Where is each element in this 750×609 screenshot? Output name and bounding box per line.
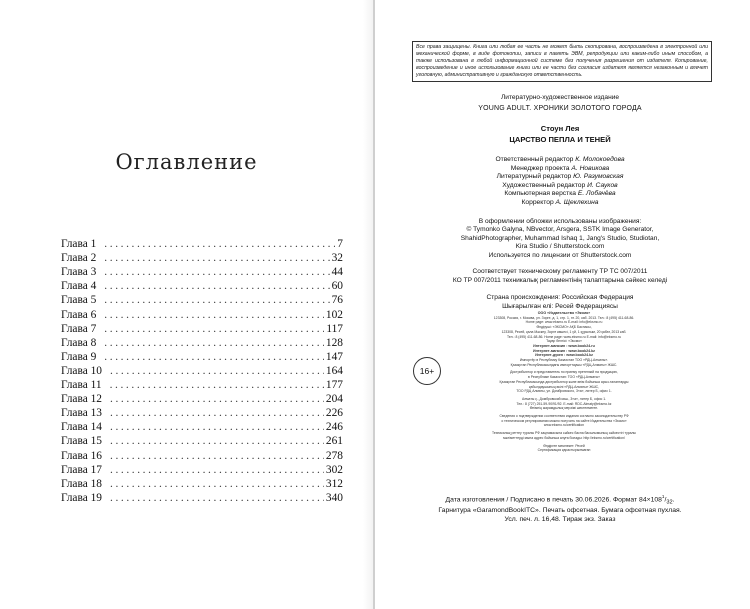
credit-role: Литературный редактор (496, 173, 572, 181)
printing-text: Усл. печ. л. 16,48. Тираж экз. Заказ (504, 516, 616, 524)
small-print-line: Интернет-магазин : www.book24.kz (533, 348, 595, 353)
toc-entry (61, 420, 343, 434)
toc-entry (61, 491, 343, 505)
publisher-small-print (454, 311, 674, 453)
toc-entry-page: 102 (325, 308, 343, 321)
credit-line (388, 190, 732, 199)
toc-entry-page: 278 (325, 449, 343, 462)
toc-dot-leader (110, 450, 324, 463)
small-print-line: Импортёр в Республику Казахстан ТОО «РДЦ-Алматы». (519, 358, 609, 363)
toc-entry-label: Глава 4 (61, 280, 97, 293)
toc-dot-leader (110, 492, 324, 505)
credit-person: Е. Лобачёва (577, 190, 616, 198)
small-print-line: Қазақстан Республикасында дистрибьютор және өнім бойынша арыз-талаптарды (499, 379, 629, 384)
printing-info (388, 493, 732, 525)
small-print-line: қабылдаушының өкілі «РДЦ-Алматы» ЖШС, (528, 384, 599, 389)
cover-credit-line: В оформлении обложки использованы изображения: (478, 218, 642, 225)
toc-list (61, 237, 343, 505)
small-print-line: мәліметтерді мына адрес бойынша алуға болады: http://eksmo.ru/certification/ (503, 435, 625, 440)
toc-entry (61, 378, 343, 392)
toc-dot-leader (104, 280, 329, 293)
credit-person: А. Новикова (571, 164, 610, 172)
credit-role: Ответственный редактор (495, 156, 574, 163)
small-print-line: www.eksmo.ru/certification (543, 423, 585, 428)
toc-dot-leader (104, 252, 329, 265)
toc-entry-page: 226 (325, 407, 343, 420)
regulation-notice (388, 268, 732, 285)
small-print-line: Тел.: 8 (727) 251-59-90/91/92. E-mail: RDC-Almaty@eksmo.kz (516, 401, 612, 406)
toc-entry-page: 177 (325, 379, 343, 392)
printing-text: Дата изготовления / Подписано в печать 30.06.2026. Формат 84×108 (445, 496, 662, 504)
small-print-line: 123308, Ресей, қала Мәскеу, Зорге көшесі, 1 үй, 1 құрылым, 20 қабат, 2013 каб. (501, 329, 627, 334)
origin-line: Шығарылған елі: Ресей Федерациясы (502, 302, 618, 310)
small-print-line: Интернет-магазин : www.book24.ru (533, 343, 595, 348)
toc-entry-label: Глава 16 (61, 449, 102, 462)
small-print-line: в Республике Казахстан: ТОО «РДЦ-Алматы» (527, 375, 601, 380)
printing-text-end: . (672, 496, 675, 504)
toc-entry (61, 392, 343, 406)
printing-text: Гарнитура «GaramondBookITC». Печать офсетная. Бумага офсетная пухлая. (438, 507, 682, 515)
small-print-line: Сведения о подтверждении соответствия издания согласно законодательству РФ (499, 414, 629, 419)
country-of-origin (388, 294, 732, 311)
toc-entry-page: 246 (325, 421, 343, 434)
toc-entry-page: 340 (325, 491, 343, 504)
credit-person: А. Щеклехина (555, 198, 599, 206)
small-print-line: 123308, Россия, г. Москва, ул. Зорге, д. 1, стр. 1, эт. 20, каб. 2013. Тел.: 8 (495) 411-68-86. (493, 315, 635, 320)
toc-entry-page: 60 (331, 280, 343, 293)
toc-entry-label: Глава 13 (61, 407, 102, 420)
toc-entry (61, 265, 343, 279)
small-print-line: Тел.: 8 (495) 411-68-86. Home page: www.eksmo.ru E-mail: info@eksmo.ru (507, 334, 621, 339)
toc-dot-leader (104, 294, 329, 307)
toc-entry-page: 204 (325, 393, 343, 406)
age-rating-badge: 16+ (413, 357, 441, 385)
format-numerator: 1 (661, 494, 665, 499)
credit-role: Художественный редактор (502, 181, 586, 189)
toc-entry (61, 406, 343, 420)
toc-entry-label: Глава 15 (61, 435, 102, 448)
toc-entry-label: Глава 18 (61, 477, 102, 490)
small-print-line: Өнімнің жарамдылық мерзімі шектелмеген. (529, 406, 599, 411)
toc-entry-label: Глава 2 (61, 252, 97, 265)
toc-entry-page: 76 (331, 294, 343, 307)
credits-list (388, 156, 732, 208)
small-print-line: Қазақстан Республикасындағы импорттаушы «РДЦ-Алматы» ЖШС. (510, 362, 618, 367)
cover-credit-line: Используется по лицензии от Shutterstock.com (488, 251, 632, 259)
toc-entry (61, 364, 343, 378)
credit-role: Менеджер проекта (510, 164, 570, 172)
toc-dot-leader (104, 323, 324, 336)
cover-credit-line: © Tymonko Galyna, NBvector, Arsgera, SSTK Image Generator, (466, 226, 654, 234)
credit-person: Ю. Разумовская (573, 173, 624, 181)
toc-dot-leader (110, 435, 324, 448)
small-print-line: Home page: www.eksmo.ru E-mail: info@eksmo.ru (525, 320, 603, 325)
printing-line (388, 493, 732, 507)
small-print-line: Техникалық реттеу туралы РФ заңнамасына сәйкес баспа басылымының сәйкестігі туралы (492, 431, 636, 436)
small-print-line: Алматы қ., Домбровский көш., 3«а», литер Б, офис 1. (521, 396, 607, 401)
printing-line (388, 507, 732, 516)
toc-dot-leader (110, 421, 324, 434)
series-name: YOUNG ADULT. ХРОНИКИ ЗОЛОТОГО ГОРОДА (478, 105, 642, 112)
series-kind: Литературно-художественное издание (500, 94, 620, 101)
credit-role: Компьютерная верстка (504, 190, 576, 198)
small-print-line: Өндіруші: «ЭКСМО» АҚБ Баспасы, (536, 325, 592, 330)
credit-person: К. Молокоедова (575, 156, 625, 163)
toc-entry-label: Глава 14 (61, 421, 102, 434)
toc-entry-page: 302 (325, 463, 343, 476)
toc-entry (61, 322, 343, 336)
small-print-line: Дистрибьютор и представитель по приему претензий на продукцию, (510, 370, 618, 375)
toc-entry-page: 147 (325, 350, 343, 363)
toc-entry-label: Глава 9 (61, 350, 97, 363)
toc-entry-page: 128 (325, 336, 343, 349)
cover-credit-line: Kira Studio / Shutterstock.com (515, 243, 605, 251)
small-print-line: Тауар белгісі: «Эксмо» (546, 339, 582, 344)
toc-dot-leader (104, 238, 335, 251)
small-print-line: о техническом регулировании можно получить на сайте Издательства «Эксмо» (501, 418, 627, 423)
toc-dot-leader (110, 407, 324, 420)
toc-entry-label: Глава 19 (61, 491, 102, 504)
toc-entry-label: Глава 6 (61, 308, 97, 321)
book-gutter (373, 0, 375, 609)
regulation-line: Соответствует техническому регламенту ТР ТС 007/2011 (472, 268, 648, 275)
toc-entry-label: Глава 5 (61, 294, 97, 307)
credit-line (388, 173, 732, 182)
toc-entry-label: Глава 1 (61, 238, 97, 251)
cover-credits (388, 218, 732, 260)
toc-entry-label: Глава 8 (61, 336, 97, 349)
small-print-line: ТОО РДЦ Алматы, ул. Домбровского, 3«а», литер Б, офис 1. (516, 389, 612, 394)
toc-entry-page: 32 (331, 252, 343, 265)
toc-dot-leader (110, 478, 324, 491)
toc-entry (61, 463, 343, 477)
format-denominator: 32 (666, 499, 673, 506)
toc-dot-leader (110, 464, 324, 477)
toc-entry-page: 44 (331, 266, 343, 279)
toc-entry (61, 350, 343, 364)
toc-entry-page: 261 (325, 435, 343, 448)
credit-line (388, 199, 732, 208)
origin-line: Страна происхождения: Российская Федерация (486, 294, 634, 301)
toc-entry (61, 336, 343, 350)
toc-entry-label: Глава 7 (61, 322, 97, 335)
printing-line (388, 516, 732, 525)
regulation-line: КО ТР 007/2011 техникалық регламентінің талаптарына сәйкес келеді (452, 276, 668, 284)
toc-dot-leader (110, 393, 324, 406)
cover-credit-line: ShahidPhotographer, Muhammad Ishaq 1, Jang's Studio, Studiotan, (460, 234, 660, 242)
toc-dot-leader (104, 351, 324, 364)
toc-entry (61, 251, 343, 265)
credit-role: Корректор (521, 198, 554, 206)
credit-person: И. Сауков (587, 181, 618, 189)
toc-entry (61, 477, 343, 491)
small-print-line: Интернет-дүкен : www.book24.kz (535, 353, 593, 358)
book-title: ЦАРСТВО ПЕПЛА И ТЕНЕЙ (509, 135, 611, 144)
toc-dot-leader (110, 379, 324, 392)
toc-entry-label: Глава 12 (61, 393, 102, 406)
credit-line (388, 156, 732, 165)
credit-line (388, 165, 732, 174)
toc-entry-label: Глава 10 (61, 364, 102, 377)
toc-entry (61, 307, 343, 321)
toc-dot-leader (104, 337, 324, 350)
gutter-shadow (363, 0, 373, 609)
toc-dot-leader (104, 266, 329, 279)
format-slash: / (664, 496, 667, 504)
small-print-line: Сертификация қарастырылмаған (537, 448, 591, 453)
toc-entry-page: 7 (337, 238, 343, 251)
small-print-line: Өндірген мемлекет: Ресей (543, 443, 585, 448)
toc-title: Оглавление (115, 150, 258, 174)
small-print-line: ООО «Издательство «Эксмо» (537, 311, 591, 315)
toc-entry (61, 279, 343, 293)
toc-dot-leader (110, 365, 324, 378)
toc-dot-leader (104, 309, 324, 322)
toc-entry (61, 237, 343, 251)
toc-entry-label: Глава 11 (61, 379, 102, 392)
author-name: Стоун Лея (540, 124, 580, 133)
toc-entry-page: 117 (326, 322, 343, 335)
toc-entry (61, 448, 343, 462)
toc-entry-page: 164 (325, 364, 343, 377)
toc-entry-page: 312 (325, 477, 343, 490)
toc-entry-label: Глава 3 (61, 266, 97, 279)
toc-entry (61, 293, 343, 307)
rights-notice: Все права защищены. Книга или любая ее часть не может быть скопирована, воспроизведена в электронной или механической форме, в виде фотокопии, записи в память ЭВМ, репродукции или каким-либо иным способом, а также использована в любой информационной системе без получения разрешения от издателя. Копирование, воспроизведение и иное использование книги или ее части без согласия издателя является незаконным и влечет уголовную, административную и гражданскую ответственность. (412, 41, 712, 82)
toc-entry-label: Глава 17 (61, 463, 102, 476)
toc-entry (61, 434, 343, 448)
